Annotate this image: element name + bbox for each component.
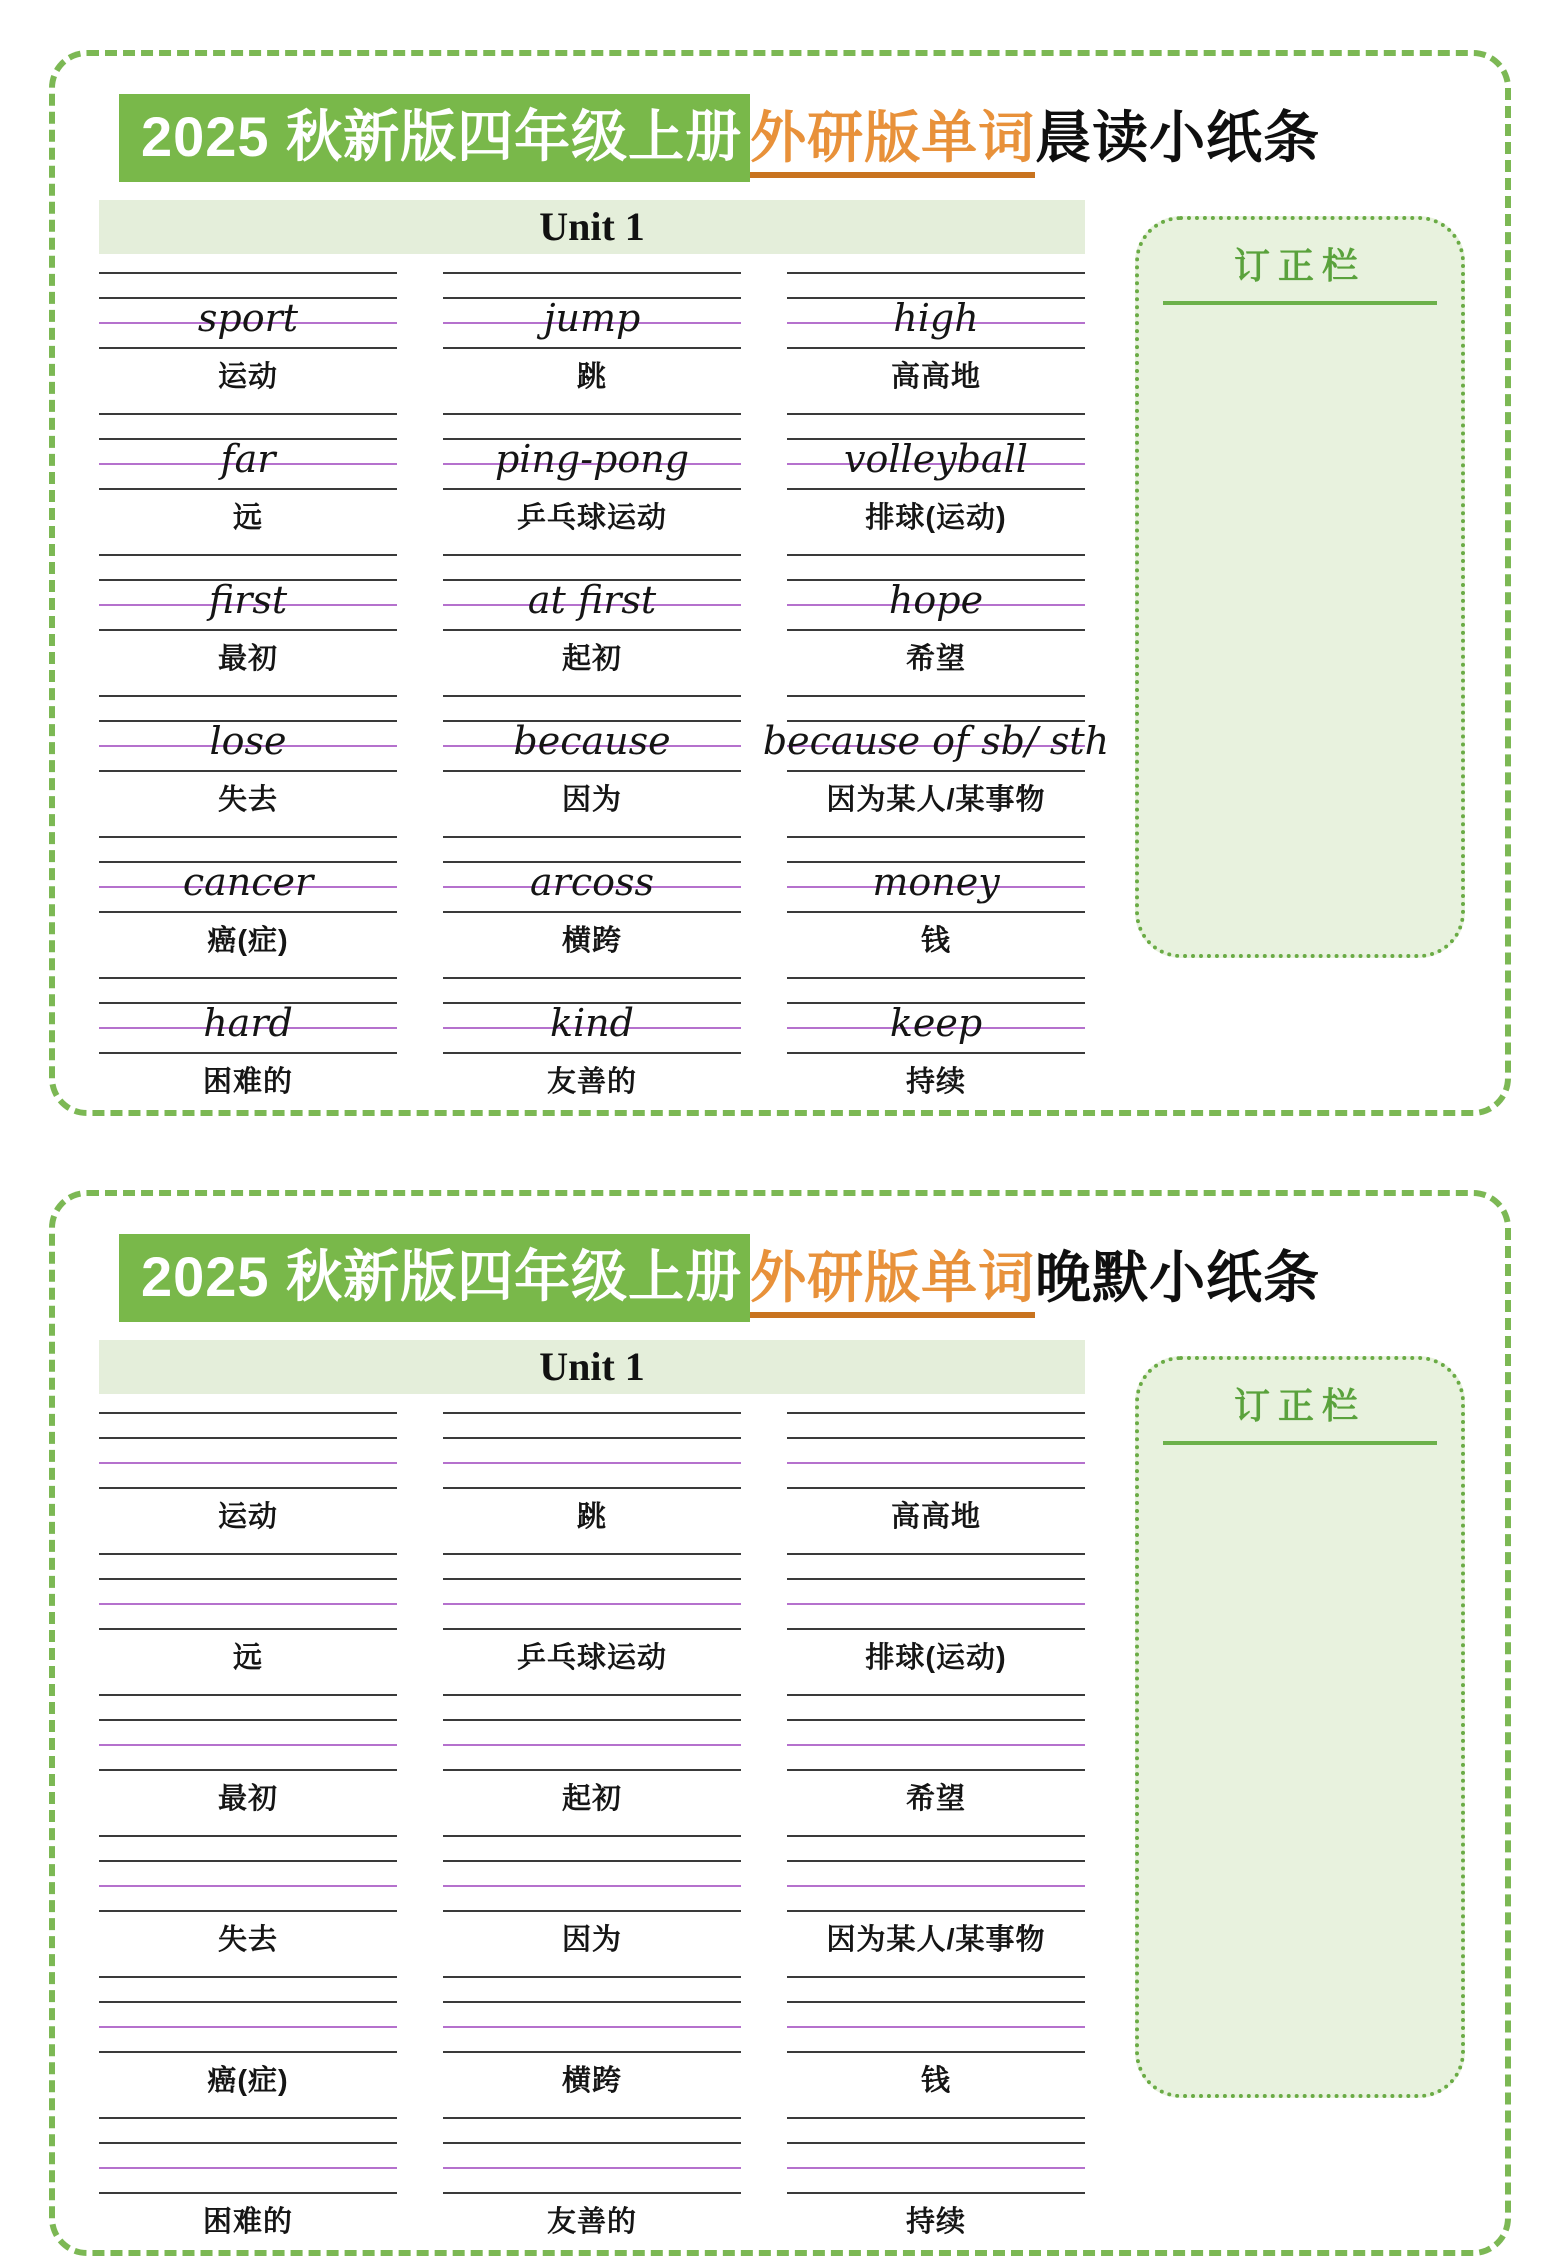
writing-guide (443, 1835, 741, 1911)
chinese-meaning: 跳 (576, 361, 607, 393)
title-highlight: 外研版单词 (750, 110, 1035, 178)
writing-guide (99, 272, 397, 348)
guide-baseline (99, 1885, 397, 1887)
correction-underline (1163, 301, 1437, 305)
writing-guide (443, 1694, 741, 1770)
guide-line (99, 2117, 397, 2119)
guide-line (787, 1578, 1085, 1580)
chinese-meaning: 因为某人/某事物 (826, 784, 1046, 816)
title-highlight: 外研版单词 (750, 1250, 1035, 1318)
word-cell (443, 1976, 741, 2099)
chinese-meaning: 起初 (561, 643, 622, 675)
chinese-meaning: 高高地 (890, 361, 981, 393)
chinese-meaning: 远 (232, 1642, 263, 1674)
writing-guide (787, 272, 1085, 348)
word-grid (99, 272, 1110, 1100)
words-column (99, 200, 1110, 1100)
chinese-meaning: 运动 (217, 1501, 278, 1533)
english-word: because (513, 719, 671, 763)
guide-baseline (99, 1462, 397, 1464)
chinese-meaning: 希望 (905, 643, 966, 675)
guide-line (787, 2001, 1085, 2003)
guide-line (787, 1437, 1085, 1439)
writing-guide (443, 554, 741, 630)
guide-line (443, 1553, 741, 1555)
word-cell (787, 1412, 1085, 1535)
guide-line (99, 1769, 397, 1771)
writing-guide (787, 1976, 1085, 2052)
guide-line (787, 1412, 1085, 1414)
guide-baseline (443, 1462, 741, 1464)
guide-line (787, 1860, 1085, 1862)
english-word: lose (209, 719, 287, 763)
chinese-meaning: 希望 (905, 1783, 966, 1815)
words-column (99, 1340, 1085, 2240)
word-cell (787, 413, 1085, 536)
english-word: volleyball (844, 437, 1028, 481)
word-cell (99, 554, 397, 677)
writing-guide (443, 695, 741, 771)
english-word: ping-pong (494, 437, 690, 481)
chinese-meaning: 最初 (217, 643, 278, 675)
english-word: sport (197, 296, 299, 340)
guide-line (787, 1694, 1085, 1696)
chinese-meaning: 困难的 (202, 2206, 293, 2238)
guide-baseline (787, 1462, 1085, 1464)
chinese-meaning: 因为某人/某事物 (826, 1924, 1046, 1956)
chinese-meaning: 因为 (561, 784, 622, 816)
word-cell (443, 695, 741, 818)
word-cell (787, 1553, 1085, 1676)
chinese-meaning: 运动 (217, 361, 278, 393)
chinese-meaning: 癌(症) (207, 925, 289, 957)
guide-line (443, 2192, 741, 2194)
english-word: jump (543, 296, 641, 340)
guide-baseline (787, 2026, 1085, 2028)
guide-line (99, 1860, 397, 1862)
title-prefix: 2025 秋新版四年级上册 (119, 94, 750, 182)
guide-line (787, 1719, 1085, 1721)
english-word: cancer (182, 860, 314, 904)
unit-header: Unit 1 (99, 1340, 1085, 1394)
english-word: money (872, 860, 1000, 904)
word-cell (762, 695, 1110, 818)
word-cell (443, 836, 741, 959)
guide-line (443, 1719, 741, 1721)
word-cell (99, 836, 397, 959)
correction-title: 订正栏 (1233, 1386, 1366, 1426)
word-cell (443, 272, 741, 395)
chinese-meaning: 跳 (576, 1501, 607, 1533)
writing-guide (787, 1835, 1085, 1911)
word-cell (443, 1553, 741, 1676)
word-cell (443, 1694, 741, 1817)
guide-line (787, 1628, 1085, 1630)
english-word: at first (527, 578, 657, 622)
chinese-meaning: 高高地 (890, 1501, 981, 1533)
guide-baseline (99, 2167, 397, 2169)
english-word: far (220, 437, 276, 481)
chinese-meaning: 困难的 (202, 1066, 293, 1098)
evening-dictation-panel (49, 1190, 1511, 2256)
guide-line (443, 1835, 741, 1837)
writing-guide (99, 836, 397, 912)
guide-line (99, 1835, 397, 1837)
guide-line (443, 1860, 741, 1862)
chinese-meaning: 乒乓球运动 (516, 1642, 667, 1674)
word-cell (787, 1694, 1085, 1817)
guide-line (99, 1910, 397, 1912)
guide-line (787, 1769, 1085, 1771)
writing-guide (443, 2117, 741, 2193)
guide-line (99, 1412, 397, 1414)
panel-content (99, 200, 1465, 1100)
guide-line (99, 1694, 397, 1696)
writing-guide (443, 1412, 741, 1488)
guide-line (99, 1976, 397, 1978)
morning-reading-panel (49, 50, 1511, 1116)
guide-line (443, 2117, 741, 2119)
word-cell (443, 977, 741, 1100)
correction-box (1135, 216, 1465, 958)
guide-line (443, 1976, 741, 1978)
word-cell (99, 1694, 397, 1817)
chinese-meaning: 钱 (920, 925, 951, 957)
guide-line (787, 2051, 1085, 2053)
word-cell (99, 1976, 397, 2099)
title-prefix: 2025 秋新版四年级上册 (119, 1234, 750, 1322)
title-suffix: 晨读小纸条 (1035, 106, 1321, 169)
chinese-meaning: 排球(运动) (865, 502, 1007, 534)
guide-line (443, 1487, 741, 1489)
english-word: first (208, 578, 288, 622)
guide-line (443, 2051, 741, 2053)
writing-guide (443, 1976, 741, 2052)
guide-line (443, 1628, 741, 1630)
writing-guide (99, 1412, 397, 1488)
writing-guide (787, 1694, 1085, 1770)
chinese-meaning: 持续 (905, 2206, 966, 2238)
chinese-meaning: 癌(症) (207, 2065, 289, 2097)
guide-baseline (99, 2026, 397, 2028)
writing-guide (99, 977, 397, 1053)
guide-baseline (787, 2167, 1085, 2169)
writing-guide (443, 836, 741, 912)
page-title (119, 94, 1465, 182)
chinese-meaning: 乒乓球运动 (516, 502, 667, 534)
correction-box (1135, 1356, 1465, 2098)
guide-baseline (787, 1603, 1085, 1605)
chinese-meaning: 横跨 (561, 2065, 622, 2097)
word-cell (443, 1412, 741, 1535)
guide-line (787, 1910, 1085, 1912)
guide-line (787, 1487, 1085, 1489)
word-cell (443, 2117, 741, 2240)
writing-guide (787, 836, 1085, 912)
guide-line (99, 1553, 397, 1555)
writing-guide (787, 1412, 1085, 1488)
guide-baseline (787, 1885, 1085, 1887)
guide-baseline (99, 1744, 397, 1746)
chinese-meaning: 友善的 (546, 1066, 637, 1098)
writing-guide (99, 1694, 397, 1770)
english-word: hard (203, 1001, 293, 1045)
word-cell (99, 1835, 397, 1958)
writing-guide (99, 695, 397, 771)
writing-guide (787, 554, 1085, 630)
correction-underline (1163, 1441, 1437, 1445)
chinese-meaning: 排球(运动) (865, 1642, 1007, 1674)
writing-guide (443, 413, 741, 489)
guide-line (787, 1976, 1085, 1978)
word-cell (99, 272, 397, 395)
panel-content (99, 1340, 1465, 2240)
guide-line (99, 1578, 397, 1580)
guide-line (99, 2001, 397, 2003)
word-cell (99, 977, 397, 1100)
guide-baseline (787, 1744, 1085, 1746)
word-cell (787, 836, 1085, 959)
word-grid (99, 1412, 1085, 2240)
writing-guide (99, 1835, 397, 1911)
english-word: because of sb/ sth (762, 719, 1110, 763)
writing-guide (443, 1553, 741, 1629)
guide-line (443, 2001, 741, 2003)
chinese-meaning: 远 (232, 502, 263, 534)
guide-line (443, 2142, 741, 2144)
title-suffix: 晚默小纸条 (1035, 1246, 1321, 1309)
writing-guide (787, 2117, 1085, 2193)
word-cell (443, 413, 741, 536)
word-cell (787, 1976, 1085, 2099)
writing-guide (787, 977, 1085, 1053)
writing-guide (99, 413, 397, 489)
guide-line (99, 2142, 397, 2144)
writing-guide (99, 1553, 397, 1629)
english-word: high (893, 296, 979, 340)
writing-guide (443, 272, 741, 348)
guide-line (443, 1910, 741, 1912)
chinese-meaning: 起初 (561, 1783, 622, 1815)
word-cell (99, 1553, 397, 1676)
unit-header: Unit 1 (99, 200, 1085, 254)
chinese-meaning: 持续 (905, 1066, 966, 1098)
guide-line (99, 1437, 397, 1439)
writing-guide (762, 695, 1110, 771)
word-cell (787, 272, 1085, 395)
guide-line (443, 1694, 741, 1696)
word-cell (99, 695, 397, 818)
guide-line (787, 2192, 1085, 2194)
guide-line (787, 2117, 1085, 2119)
writing-guide (99, 554, 397, 630)
correction-title: 订正栏 (1233, 246, 1366, 286)
guide-baseline (443, 1603, 741, 1605)
guide-line (787, 1835, 1085, 1837)
chinese-meaning: 横跨 (561, 925, 622, 957)
word-cell (99, 1412, 397, 1535)
english-word: kind (550, 1001, 634, 1045)
writing-guide (787, 413, 1085, 489)
chinese-meaning: 失去 (217, 1924, 278, 1956)
chinese-meaning: 最初 (217, 1783, 278, 1815)
guide-line (443, 1769, 741, 1771)
page-title (119, 1234, 1465, 1322)
guide-line (99, 2192, 397, 2194)
word-cell (787, 2117, 1085, 2240)
word-cell (443, 1835, 741, 1958)
guide-line (443, 1578, 741, 1580)
guide-line (99, 1719, 397, 1721)
guide-baseline (443, 2026, 741, 2028)
writing-guide (443, 977, 741, 1053)
english-word: keep (889, 1001, 983, 1045)
writing-guide (99, 1976, 397, 2052)
word-cell (443, 554, 741, 677)
english-word: arcoss (530, 860, 654, 904)
guide-line (99, 1628, 397, 1630)
word-cell (787, 1835, 1085, 1958)
guide-line (787, 1553, 1085, 1555)
english-word: hope (888, 578, 984, 622)
chinese-meaning: 友善的 (546, 2206, 637, 2238)
guide-baseline (443, 1885, 741, 1887)
chinese-meaning: 失去 (217, 784, 278, 816)
word-cell (787, 977, 1085, 1100)
word-cell (99, 413, 397, 536)
word-cell (787, 554, 1085, 677)
guide-line (99, 1487, 397, 1489)
chinese-meaning: 因为 (561, 1924, 622, 1956)
guide-baseline (443, 1744, 741, 1746)
guide-baseline (99, 1603, 397, 1605)
guide-line (443, 1437, 741, 1439)
guide-line (443, 1412, 741, 1414)
guide-line (787, 2142, 1085, 2144)
writing-guide (99, 2117, 397, 2193)
writing-guide (787, 1553, 1085, 1629)
guide-line (99, 2051, 397, 2053)
guide-baseline (443, 2167, 741, 2169)
word-cell (99, 2117, 397, 2240)
chinese-meaning: 钱 (920, 2065, 951, 2097)
